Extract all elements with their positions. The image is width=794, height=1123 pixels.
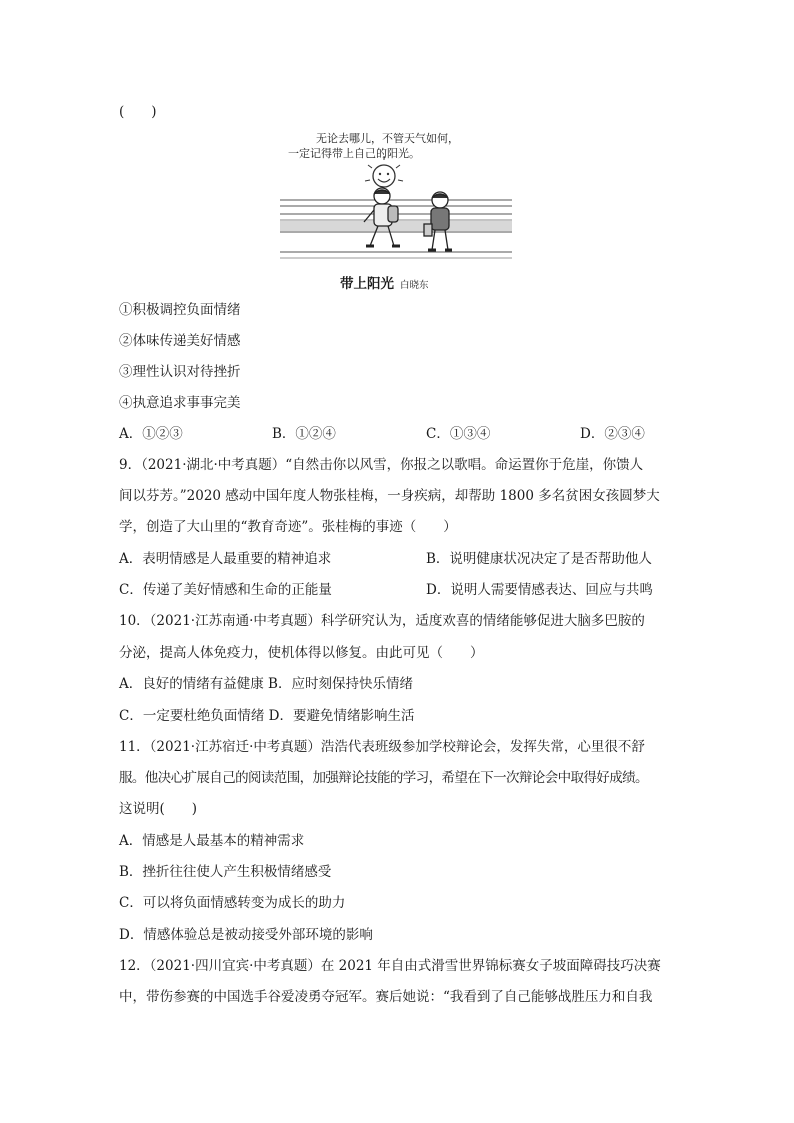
q9-option-a: A．表明情感是人最重要的精神追求 [119, 551, 332, 567]
caption-author: 白晓东 [400, 280, 429, 291]
caption-title: 带上阳光 [340, 276, 394, 292]
q11-stem-line2: 服。他决心扩展自己的阅读范围，加强辩论技能的学习，希望在下一次辩论会中取得好成绩。 [119, 770, 648, 786]
q8-answer-paren: ( ) [119, 104, 157, 120]
q11-option-b: B．挫折往往使人产生积极情绪感受 [119, 864, 332, 880]
q10-options-row2: C．一定要杜绝负面情绪 D．要避免情绪影响生活 [119, 708, 415, 724]
q8-item-3: ③理性认识对待挫折 [119, 364, 241, 380]
q8-option-c: C．①③④ [426, 426, 491, 442]
q11-option-c: C．可以将负面情感转变为成长的助力 [119, 895, 346, 911]
q9-stem-line3: 学，创造了大山里的“教育奇迹”。张桂梅的事迹（ ） [119, 519, 457, 535]
smiling-sun-icon [365, 156, 403, 187]
q10-stem-line1: 10．（2021·江苏南通·中考真题）科学研究认为，适度欢喜的情绪能够促进大脑多巴胺的 [119, 613, 645, 629]
q11-stem-line3: 这说明( ) [119, 801, 198, 817]
q11-option-a: A．情感是人最基本的精神需求 [119, 833, 305, 849]
q8-option-b: B．①②④ [272, 426, 336, 442]
q12-stem-line2: 中，带伤参赛的中国选手谷爱凌勇夺冠军。赛后她说：“我看到了自己能够战胜压力和自我 [119, 989, 653, 1005]
q8-item-4: ④执意追求事事完美 [119, 395, 241, 411]
q11-stem-line1: 11．（2021·江苏宿迁·中考真题）浩浩代表班级参加学校辩论会，发挥失常，心里很不舒 [119, 739, 645, 755]
q9-option-c: C．传递了美好情感和生命的正能量 [119, 582, 332, 598]
q9-option-b: B．说明健康状况决定了是否帮助他人 [426, 551, 652, 567]
q10-options-row1: A．良好的情绪有益健康 B．应时刻保持快乐情绪 [119, 676, 413, 692]
q11-option-d: D．情感体验总是被动接受外部环境的影响 [119, 927, 373, 943]
q12-stem-line1: 12．（2021·四川宜宾·中考真题）在 2021 年自由式滑雪世界锦标赛女子坡面障碍技巧决赛 [119, 958, 661, 974]
q8-item-2: ②体味传递美好情感 [119, 333, 241, 349]
q8-item-1: ①积极调控负面情绪 [119, 302, 241, 318]
q10-stem-line2: 分泌，提高人体免疫力，使机体得以修复。由此可见（ ） [119, 645, 484, 661]
q9-option-d: D．说明人需要情感表达、回应与共鸣 [426, 582, 653, 598]
q9-stem-line2: 间以芬芳。”2020 感动中国年度人物张桂梅，一身疾病，却帮助 1800 多名贫困女孩圆梦大 [119, 488, 660, 504]
q8-option-a: A．①②③ [119, 426, 183, 442]
cartoon-bubble-line2: 一定记得带上自己的阳光。 [288, 147, 420, 160]
q8-option-d: D．②③④ [580, 426, 645, 442]
cartoon-illustration [280, 128, 512, 268]
q9-stem-line1: 9．（2021·湖北·中考真题）“自然击你以风雪，你报之以歌唱。命运置你于危崖，你馈人 [119, 457, 644, 473]
walking-person-icon [364, 188, 400, 246]
figure-caption [340, 272, 429, 292]
cartoon-bubble-line1: 无论去哪儿，不管天气如何， [316, 132, 459, 145]
